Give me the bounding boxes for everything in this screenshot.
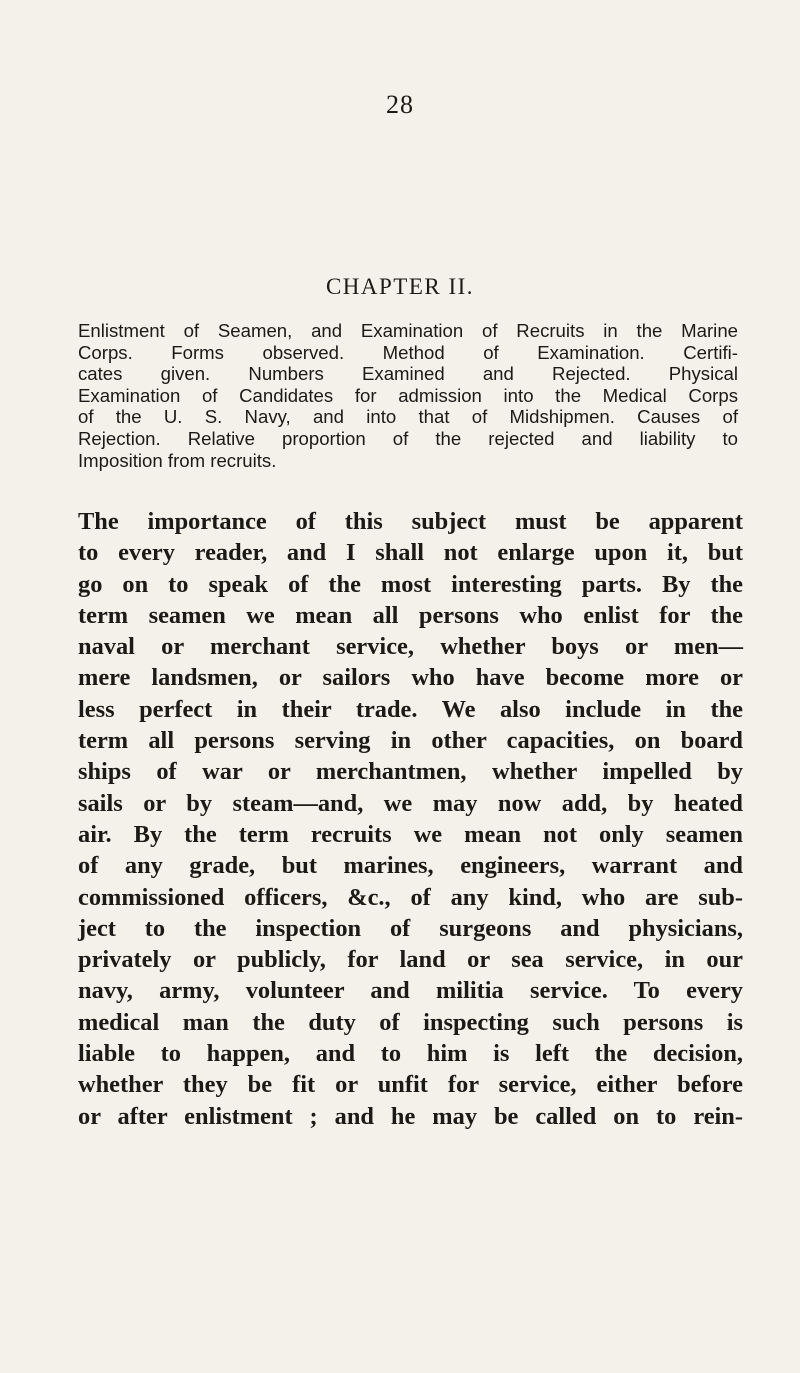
summary-line: Enlistment of Seamen, and Examination of Recruits in the Marine [78, 320, 738, 341]
page-number: 28 [386, 90, 414, 119]
summary-line: cates given. Numbers Examined and Rejected. Physical [78, 363, 738, 385]
body-line: The importance of this subject must be apparent [78, 508, 743, 535]
body-paragraph [78, 506, 743, 1132]
summary-line: Rejection. Relative proportion of the rejected and liability to [78, 427, 738, 449]
body-line: go on to speak of the most interesting parts. By the [78, 570, 743, 598]
body-line: privately or publicly, for land or sea service, in our [78, 946, 743, 974]
body-line: commissioned officers, &c., of any kind, who are sub- [78, 883, 743, 911]
body-line: naval or merchant service, whether boys or men— [78, 633, 743, 661]
body-line: ships of war or merchantmen, whether impelled by [78, 758, 743, 786]
body-line: or after enlistment ; and he may be called on to rein- [78, 1102, 743, 1130]
body-line: navy, army, volunteer and militia service. To every [78, 977, 743, 1005]
body-line: sails or by steam—and, we may now add, by heated [78, 789, 743, 817]
body-line: ject to the inspection of surgeons and physicians, [78, 914, 743, 942]
summary-line: Corps. Forms observed. Method of Examination. Certifi- [78, 341, 738, 363]
summary-line: Imposition from recruits. [78, 449, 277, 471]
summary-line: of the U. S. Navy, and into that of Midshipmen. Causes of [78, 406, 738, 428]
body-line: mere landsmen, or sailors who have become more or [78, 664, 743, 692]
body-line: medical man the duty of inspecting such persons is [78, 1008, 743, 1036]
body-line: term all persons serving in other capacities, on board [78, 727, 743, 755]
chapter-summary [78, 320, 738, 471]
body-line: less perfect in their trade. We also include in the [78, 695, 743, 723]
body-line: term seamen we mean all persons who enlist for the [78, 601, 743, 629]
body-line: air. By the term recruits we mean not only seamen [78, 820, 743, 848]
summary-line: Examination of Candidates for admission into the Medical Corps [78, 384, 738, 406]
chapter-title: CHAPTER II. [325, 274, 475, 299]
body-line: to every reader, and I shall not enlarge upon it, but [78, 539, 743, 567]
body-line: of any grade, but marines, engineers, warrant and [78, 852, 743, 880]
body-line: liable to happen, and to him is left the decision, [78, 1040, 743, 1068]
body-line: whether they be fit or unfit for service, either before [78, 1071, 743, 1099]
